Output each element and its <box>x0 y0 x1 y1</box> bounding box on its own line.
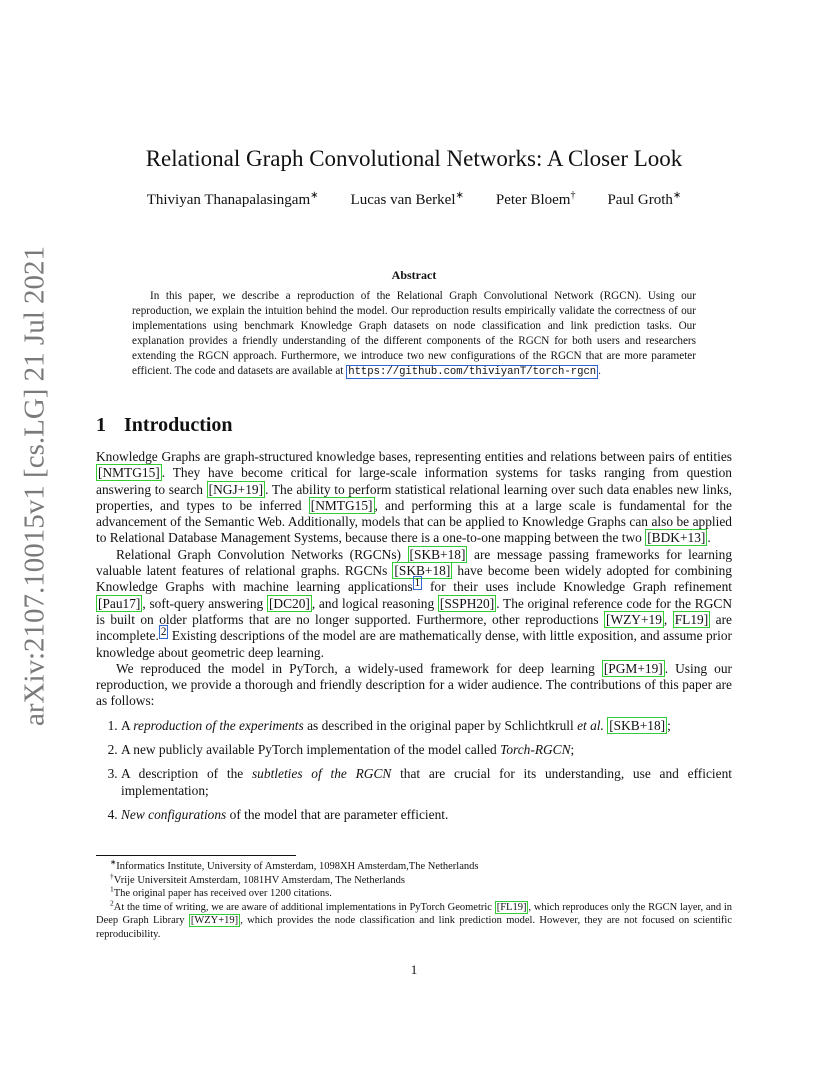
paper-title: Relational Graph Convolutional Networks: A Closer Look <box>145 146 683 171</box>
footnote: ∗Informatics Institute, University of Amsterdam, 1098XH Amsterdam,The Netherlands <box>110 857 479 872</box>
arxiv-stamp: arXiv:2107.10015v1 [cs.LG] 21 Jul 2021 <box>18 245 51 727</box>
footnote: $^2$At the time of writing, we are aware of additional implementations in PyTorch Geometric [FL19] , which reproduces only the RGCN layer, and in Deep Graph Library [WZY+19] , which provides the node classification and link prediction model. However, they are not focused on scientific reproducibility. <box>96 898 733 940</box>
code-link[interactable]: https://github.com/thiviyanT/torch-rgcn <box>348 366 597 378</box>
citation-link[interactable]: [NMTG15] <box>98 465 160 481</box>
list-item: 3. A description of the subtleties of the RGCN that are crucial for its understanding, use and efficient implementation; <box>121 766 732 799</box>
footnote: †Vrije Universiteit Amsterdam, 1081HV Amsterdam, The Netherlands <box>110 871 405 886</box>
paragraph: We reproduced the model in PyTorch, a widely-used framework for deep learning [PGM+19] . Using our reproduction, we provide a thorough and friendly description for a wider audience. The contributions of this paper are as follows: <box>96 660 732 709</box>
paragraph: Knowledge Graphs are graph-structured knowledge bases, representing entities and relations between pairs of entities [NMTG15] . They have become critical for large-scale information systems for tasks ranging from question answering to search [NGJ+19] . The ability to perform statistical relational learning over such data enables new links, properties, and types to be inferred [NMTG15] , and performing this at a large scale is fundamental for the advancement of the Semantic Web. Additionally, models that can be applied to Knowledge Graphs can also be applied to Relational Database Management Systems, because there is a one-to-one mapping between the two [BDK+13] . <box>96 449 732 546</box>
footnote: $^1$The original paper has received over 1200 citations. <box>110 884 332 899</box>
abstract-heading: Abstract <box>391 268 437 282</box>
list-item: 2. A new publicly available PyTorch implementation of the model called Torch-RGCN; <box>121 742 732 758</box>
paragraph: Relational Graph Convolution Networks (RGCNs) [SKB+18] are message passing frameworks for learning valuable latent features of relational graphs. RGCNs [SKB+18] have become been widely adopted for combining Knowledge Graphs with machine learning applications $^1$ for their uses include Knowledge Graph refinement [Pau17] , soft-query answering [DC20] , and logical reasoning [SSPH20] . The original reference code for the RGCN is built on older platforms that are no longer supported. Furthermore, other reproductions [WZY+19 , FL19] are incomplete. $^2$ Existing descriptions of the model are are mathematically dense, with little exposition, and assume prior knowledge about geometric deep learning. <box>96 546 733 660</box>
author: Paul Groth∗ <box>607 190 682 208</box>
author: Peter Bloem† <box>495 190 576 208</box>
citation-link[interactable]: [WZY+19 <box>606 611 662 627</box>
list-item: 4. New configurations of the model that are parameter efficient. <box>121 807 732 823</box>
citation-link[interactable]: [DC20] <box>268 595 310 611</box>
author: Lucas van Berkel∗ <box>350 190 464 208</box>
author: Thiviyan Thanapalasingam∗ <box>146 190 319 208</box>
footnotes <box>96 857 733 941</box>
citation-link[interactable]: [SKB+18] <box>394 563 451 579</box>
citation-link[interactable]: [SSPH20] <box>439 595 495 611</box>
author-list <box>96 192 732 209</box>
citation-link[interactable]: [SKB+18] <box>609 717 666 733</box>
citation-link[interactable]: [FL19] <box>496 901 527 913</box>
contribution-list <box>96 718 732 823</box>
body-text <box>96 449 732 831</box>
footnote-link[interactable]: 1 <box>414 576 421 589</box>
abstract-text: In this paper, we describe a reproduction of the Relational Graph Convolutional Network (RGCN). Using our reproduction, we explain the intuition behind the model. Our reproduction results empirically validate the correctness of our implementations using benchmark Knowledge Graph datasets on node classification and link prediction tasks. Our explanation provides a friendly understanding of the different components of the RGCN for both users and researchers extending the RGCN approach. Furthermore, we introduce two new configurations of the RGCN that are more parameter efficient. The code and datasets are available at https://github.com/thiviyanT/torch-rgcn . <box>132 290 696 378</box>
section-heading: 1 Introduction <box>96 414 233 436</box>
citation-link[interactable]: [BDK+13] <box>647 530 706 546</box>
list-item: 1. A reproduction of the experiments as described in the original paper by Schlichtkrull et al. [SKB+18] ; <box>121 718 732 734</box>
footnote-link[interactable]: 2 <box>160 625 167 638</box>
citation-link[interactable]: [PGM+19] <box>603 660 663 676</box>
citation-link[interactable]: [Pau17] <box>98 595 141 611</box>
citation-link[interactable]: [NMTG15] <box>310 497 373 513</box>
footnote-rule <box>96 855 296 856</box>
citation-link[interactable]: [NGJ+19] <box>208 481 264 497</box>
page-number: 1 <box>410 962 418 977</box>
citation-link[interactable]: [SKB+18] <box>409 546 466 562</box>
citation-link[interactable]: FL19] <box>674 611 709 627</box>
citation-link[interactable]: [WZY+19] <box>190 915 239 926</box>
